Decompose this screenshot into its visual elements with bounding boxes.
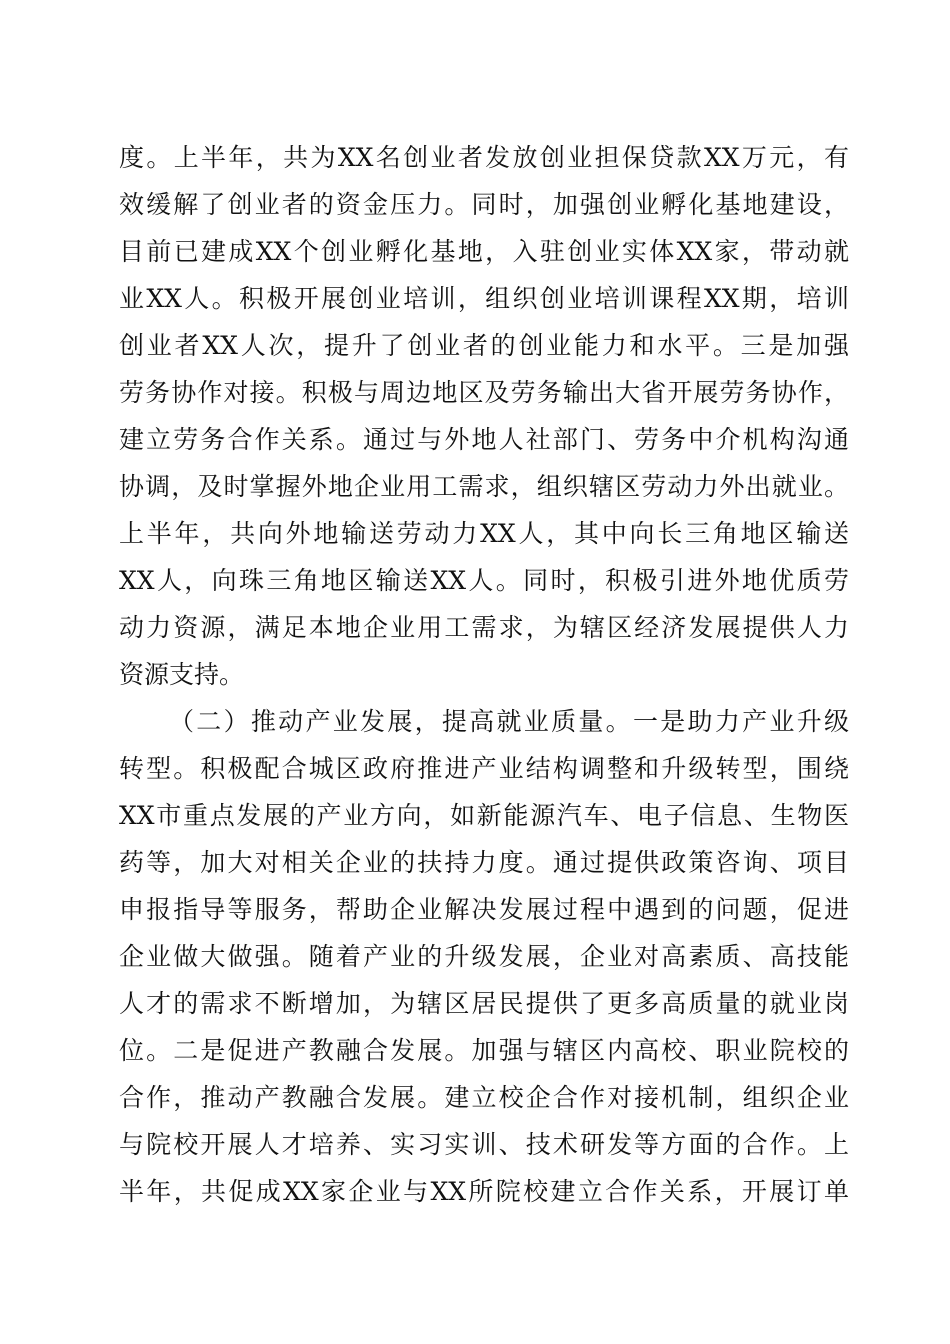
text-line: 申报指导等服务，帮助企业解决发展过程中遇到的问题，促进 [119, 895, 849, 924]
text-line: 企业做大做强。随着产业的升级发展，企业对高素质、高技能 [119, 942, 849, 971]
text-line: 转型。积极配合城区政府推进产业结构调整和升级转型，围绕 [119, 754, 849, 783]
text-line: 药等，加大对相关企业的扶持力度。通过提供政策咨询、项目 [119, 848, 849, 877]
section-heading-line: （二）推动产业发展，提高就业质量。一是助力产业升级 [169, 707, 849, 736]
text-line: 业XX人。积极开展创业培训，组织创业培训课程XX期，培训 [119, 284, 849, 313]
text-line: XX市重点发展的产业方向，如新能源汽车、电子信息、生物医 [119, 801, 849, 830]
text-line: 劳务协作对接。积极与周边地区及劳务输出大省开展劳务协作， [119, 378, 849, 407]
text-line: 效缓解了创业者的资金压力。同时，加强创业孵化基地建设， [119, 190, 849, 219]
text-line: 目前已建成XX个创业孵化基地，入驻创业实体XX家，带动就 [119, 237, 849, 266]
text-line: 半年，共促成XX家企业与XX所院校建立合作关系，开展订单 [119, 1177, 849, 1206]
text-line: 动力资源，满足本地企业用工需求，为辖区经济发展提供人力 [119, 613, 849, 642]
text-line: 资源支持。 [119, 660, 245, 689]
text-line: 位。二是促进产教融合发展。加强与辖区内高校、职业院校的 [119, 1036, 849, 1065]
text-line: 建立劳务合作关系。通过与外地人社部门、劳务中介机构沟通 [119, 425, 849, 454]
text-line: 人才的需求不断增加，为辖区居民提供了更多高质量的就业岗 [119, 989, 849, 1018]
text-line: XX人，向珠三角地区输送XX人。同时，积极引进外地优质劳 [119, 566, 849, 595]
text-line: 与院校开展人才培养、实习实训、技术研发等方面的合作。上 [119, 1130, 849, 1159]
text-line: 度。上半年，共为XX名创业者发放创业担保贷款XX万元，有 [119, 143, 849, 172]
text-line: 合作，推动产教融合发展。建立校企合作对接机制，组织企业 [119, 1083, 849, 1112]
text-line: 上半年，共向外地输送劳动力XX人，其中向长三角地区输送 [119, 519, 849, 548]
text-line: 协调，及时掌握外地企业用工需求，组织辖区劳动力外出就业。 [119, 472, 849, 501]
text-line: 创业者XX人次，提升了创业者的创业能力和水平。三是加强 [119, 331, 849, 360]
